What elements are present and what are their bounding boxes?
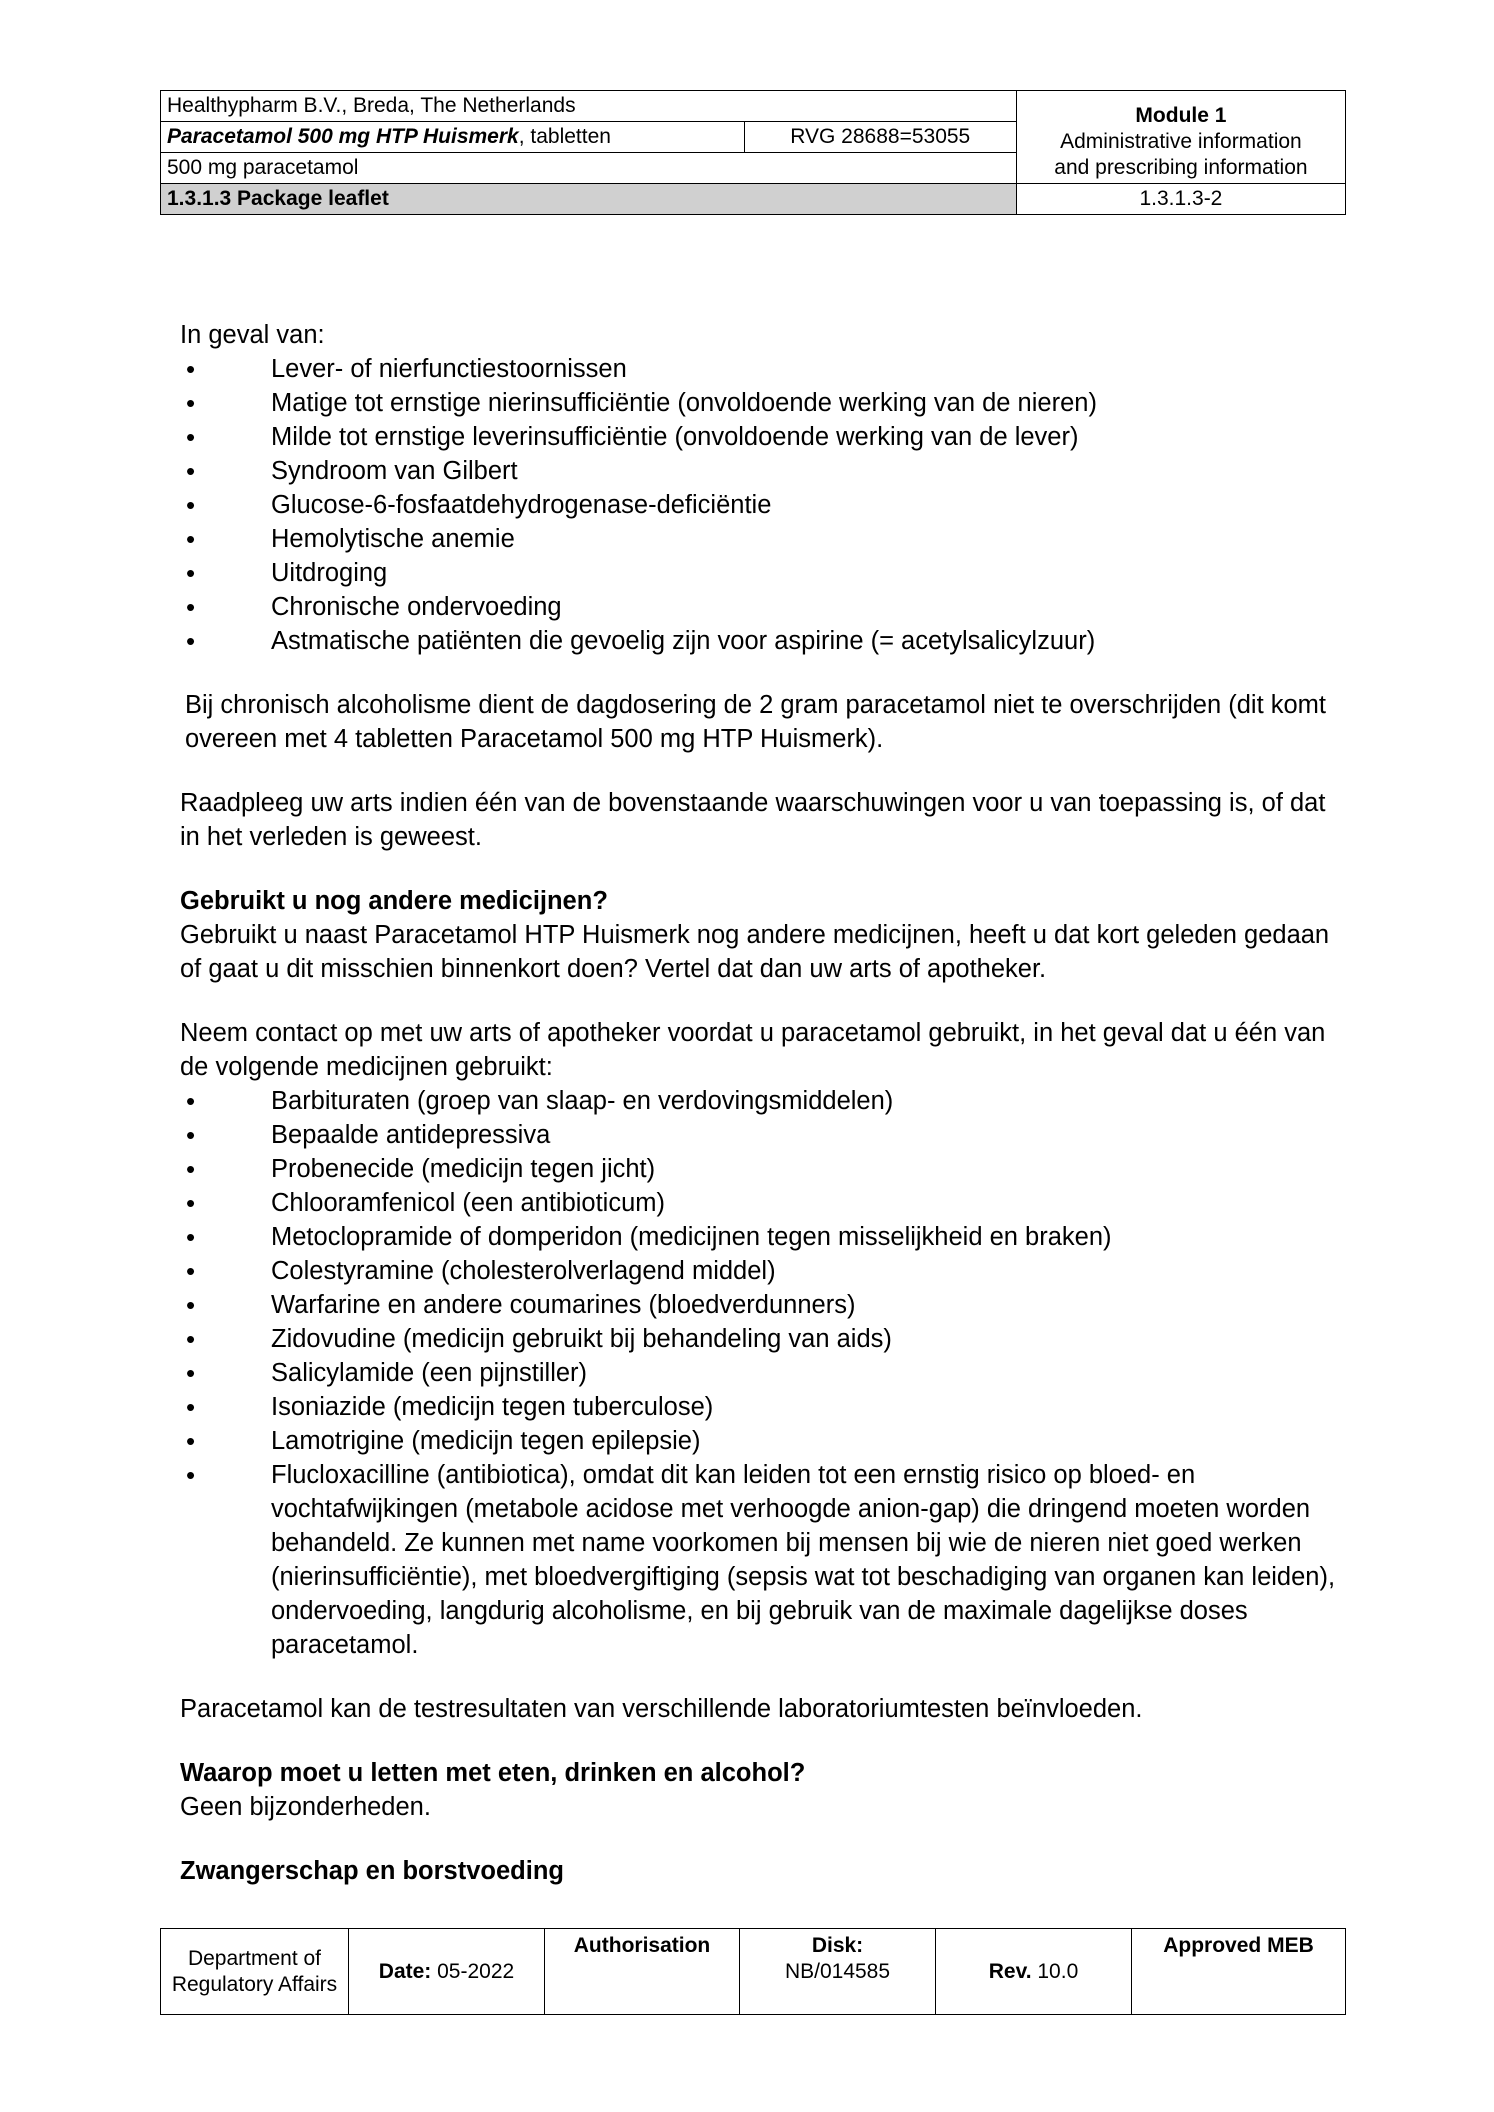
list-item: • Uitdroging — [180, 556, 1340, 590]
conditions-intro: In geval van: — [180, 321, 325, 349]
module-cell — [1016, 91, 1345, 184]
alcohol-note: Bij chronisch alcoholisme dient de dagdosering de 2 gram paracetamol niet te overschrijden (dit komt overeen met 4 tabletten Paracetamol 500 mg HTP Huismerk). — [185, 691, 1327, 753]
list-item: • Lamotrigine (medicijn tegen epilepsie) — [180, 1424, 1340, 1458]
list-item: • Chronische ondervoeding — [180, 590, 1340, 624]
product-cell — [161, 122, 745, 153]
pregnancy-heading: Zwangerschap en borstvoeding — [180, 1857, 564, 1885]
company-cell — [161, 91, 1017, 122]
date-cell — [349, 1929, 545, 2015]
list-item: • Hemolytische anemie — [180, 522, 1340, 556]
authorisation-cell — [545, 1929, 740, 2015]
food-text: Geen bijzonderheden. — [180, 1793, 431, 1821]
list-item: • Chlooramfenicol (een antibioticum) — [180, 1186, 1340, 1220]
date-value: 05-2022 — [431, 1959, 515, 1983]
revision-cell — [936, 1929, 1132, 2015]
list-item: • Zidovudine (medicijn gebruikt bij behandeling van aids) — [180, 1322, 1340, 1356]
approved-label: Approved MEB — [1163, 1934, 1314, 1957]
page-reference: 1.3.1.3-2 — [1016, 184, 1345, 215]
list-item: • Metoclopramide of domperidon (medicijnen tegen misselijkheid en braken) — [180, 1220, 1340, 1254]
header-table — [160, 90, 1346, 215]
medicines-list — [180, 1084, 1340, 1662]
other-medicines-text: Gebruikt u naast Paracetamol HTP Huismerk nog andere medicijnen, heeft u dat kort geleden gedaan of gaat u dit misschien binnenkort doen? Vertel dat dan uw arts of apotheker. — [180, 921, 1330, 983]
list-item: • Probenecide (medicijn tegen jicht) — [180, 1152, 1340, 1186]
lab-note: Paracetamol kan de testresultaten van verschillende laboratoriumtesten beïnvloeden. — [180, 1695, 1143, 1723]
module-title: Module 1 — [1135, 104, 1227, 127]
strength-cell — [161, 153, 1017, 184]
rvg-number: RVG 28688=53055 — [744, 122, 1016, 153]
contact-text: Neem contact op met uw arts of apotheker voordat u paracetamol gebruikt, in het geval dat u één van de volgende medicijnen gebruikt: — [180, 1019, 1326, 1081]
list-item: • Warfarine en andere coumarines (bloedverdunners) — [180, 1288, 1340, 1322]
leaflet-body — [180, 318, 1340, 1888]
list-item: • Bepaalde antidepressiva — [180, 1118, 1340, 1152]
approved-cell — [1132, 1929, 1346, 2015]
consult-note: Raadpleeg uw arts indien één van de bovenstaande waarschuwingen voor u van toepassing is, of dat in het verleden is geweest. — [180, 789, 1326, 851]
list-item: • Syndroom van Gilbert — [180, 454, 1340, 488]
other-medicines-heading: Gebruikt u nog andere medicijnen? — [180, 887, 608, 915]
strength-text: 500 mg paracetamol — [167, 156, 359, 179]
disk-value: NB/014585 — [784, 1960, 891, 1983]
list-item: • Flucloxacilline (antibiotica), omdat dit kan leiden tot een ernstig risico op bloed- en vochtafwijkingen (metabole acidose met verhoogde anion-gap) die dringend moeten worden behandeld. Ze kunnen met name voorkomen bij mensen bij wie de nieren niet goed werken (nierinsufficiëntie), met bloedvergiftiging (sepsis wat tot beschadiging van organen kan leiden), ondervoeding, langdurig alcoholisme, en bij gebruik van de maximale dagelijkse doses paracetamol. — [180, 1458, 1340, 1662]
list-item: • Lever- of nierfunctiestoornissen — [180, 352, 1340, 386]
module-line-1: Administrative information — [1060, 130, 1302, 153]
department-line-2: Regulatory Affairs — [171, 1972, 338, 1996]
conditions-list — [180, 352, 1340, 658]
list-item: • Isoniazide (medicijn tegen tuberculose) — [180, 1390, 1340, 1424]
list-item: • Barbituraten (groep van slaap- en verdovingsmiddelen) — [180, 1084, 1340, 1118]
list-item: • Glucose-6-fosfaatdehydrogenase-deficiëntie — [180, 488, 1340, 522]
product-form: , tabletten — [518, 125, 611, 148]
department-line-1: Department of — [187, 1946, 322, 1970]
list-item: • Matige tot ernstige nierinsufficiëntie (onvoldoende werking van de nieren) — [180, 386, 1340, 420]
list-item: • Milde tot ernstige leverinsufficiëntie (onvoldoende werking van de lever) — [180, 420, 1340, 454]
product-name: Paracetamol 500 mg HTP Huismerk — [167, 125, 519, 148]
list-item: • Astmatische patiënten die gevoelig zijn voor aspirine (= acetylsalicylzuur) — [180, 624, 1340, 658]
disk-cell — [740, 1929, 936, 2015]
footer-table — [160, 1928, 1346, 2015]
food-heading: Waarop moet u letten met eten, drinken en alcohol? — [180, 1759, 806, 1787]
revision-label: Rev. — [988, 1959, 1032, 1983]
list-item: • Colestyramine (cholesterolverlagend middel) — [180, 1254, 1340, 1288]
section-title: 1.3.1.3 Package leaflet — [161, 184, 1017, 215]
company-name: Healthypharm B.V., Breda, The Netherlands — [167, 94, 576, 117]
disk-label: Disk: — [811, 1934, 864, 1957]
department-cell — [161, 1929, 349, 2015]
list-item: • Salicylamide (een pijnstiller) — [180, 1356, 1340, 1390]
module-line-2: and prescribing information — [1054, 156, 1308, 179]
date-label: Date: — [378, 1959, 432, 1983]
revision-value: 10.0 — [1031, 1959, 1079, 1983]
authorisation-label: Authorisation — [573, 1934, 711, 1957]
